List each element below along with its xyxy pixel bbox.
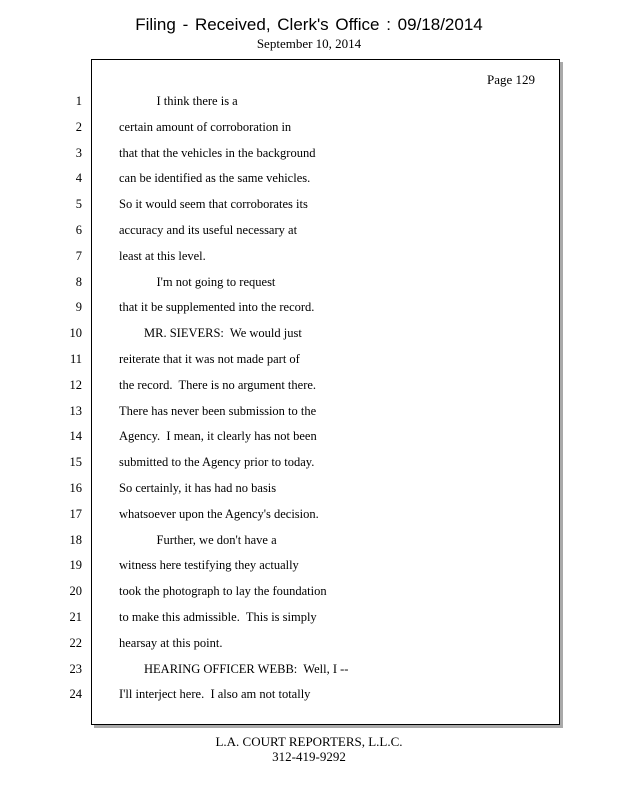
line-number: 23: [69, 662, 82, 676]
line-number: 12: [69, 378, 82, 392]
page-number: Page 129: [486, 72, 535, 87]
transcript-line-text: accuracy and its useful necessary at: [119, 223, 298, 237]
transcript-line-text: whatsoever upon the Agency's decision.: [119, 507, 319, 521]
transcript-line-text: to make this admissible. This is simply: [119, 610, 317, 624]
line-number: 20: [69, 584, 82, 598]
line-number: 1: [75, 94, 82, 108]
transcript-line-text: I'm not going to request: [119, 275, 276, 289]
line-number: 11: [69, 352, 82, 366]
line-number: 14: [69, 429, 82, 443]
transcript-line-text: that it be supplemented into the record.: [119, 300, 315, 314]
transcript-line-text: MR. SIEVERS: We would just: [119, 326, 302, 340]
line-number: 13: [69, 404, 82, 418]
line-number: 22: [69, 636, 82, 650]
line-number: 4: [75, 171, 82, 185]
transcript-line-text: reiterate that it was not made part of: [119, 352, 300, 366]
transcript-line-text: can be identified as the same vehicles.: [119, 171, 311, 185]
line-number: 3: [75, 146, 82, 160]
line-number: 17: [69, 507, 82, 521]
transcript-line-text: witness here testifying they actually: [119, 558, 299, 572]
line-number: 15: [69, 455, 82, 469]
line-number: 9: [75, 300, 82, 314]
transcript-line-text: the record. There is no argument there.: [119, 378, 317, 392]
line-number: 2: [75, 120, 82, 134]
transcript-line-text: certain amount of corroboration in: [119, 120, 292, 134]
line-number: 16: [69, 481, 82, 495]
line-number: 19: [69, 558, 82, 572]
line-number: 18: [69, 533, 82, 547]
transcript-line-text: submitted to the Agency prior to today.: [119, 455, 315, 469]
transcript-line-text: that that the vehicles in the background: [119, 146, 316, 160]
hearing-date: September 10, 2014: [256, 36, 362, 51]
transcript-line-text: There has never been submission to the: [119, 404, 317, 418]
transcript-line-text: I think there is a: [119, 94, 238, 108]
transcript-line-text: So certainly, it has had no basis: [119, 481, 277, 495]
line-number: 6: [75, 223, 82, 237]
line-number: 5: [75, 197, 82, 211]
line-number: 7: [75, 249, 82, 263]
line-number: 24: [69, 687, 82, 701]
line-number: 8: [75, 275, 82, 289]
line-number: 21: [69, 610, 82, 624]
line-number: 10: [69, 326, 82, 340]
transcript-line-text: hearsay at this point.: [119, 636, 223, 650]
transcript-line-text: HEARING OFFICER WEBB: Well, I --: [119, 662, 349, 676]
transcript-line-text: Further, we don't have a: [119, 533, 277, 547]
transcript-line-text: took the photograph to lay the foundation: [119, 584, 327, 598]
transcript-line-text: I'll interject here. I also am not totally: [119, 687, 311, 701]
transcript-line-text: So it would seem that corroborates its: [119, 197, 308, 211]
transcript-line-text: least at this level.: [119, 249, 206, 263]
transcript-line-text: Agency. I mean, it clearly has not been: [119, 429, 317, 443]
filing-stamp: Filing - Received, Clerk's Office : 09/18/2014: [135, 15, 483, 34]
reporter-company: L.A. COURT REPORTERS, L.L.C.: [215, 734, 403, 749]
reporter-phone: 312-419-9292: [272, 749, 346, 764]
